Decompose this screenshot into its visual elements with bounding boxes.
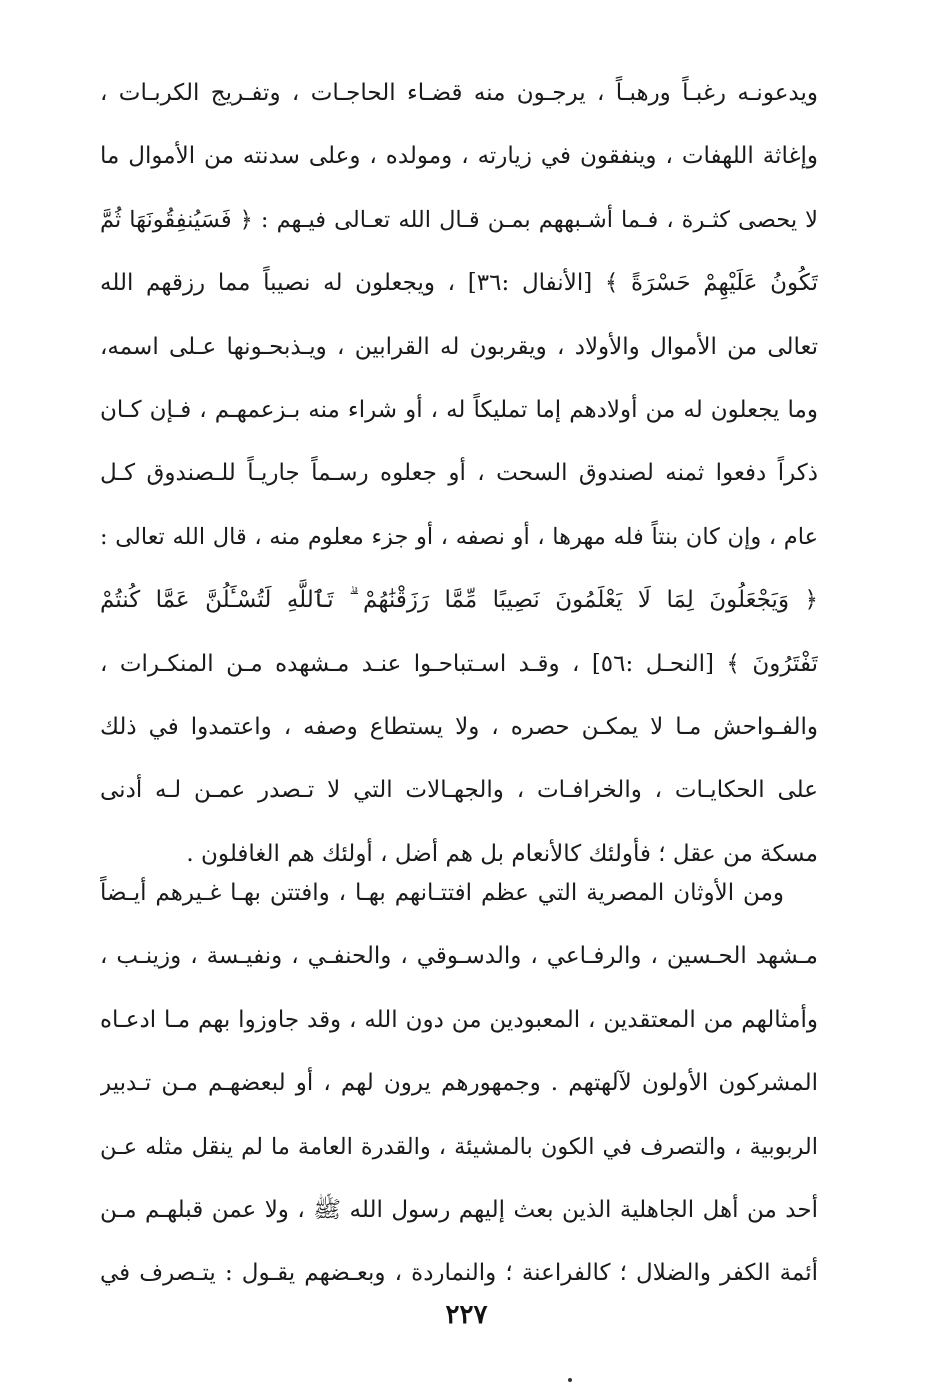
text-line: ويدعونـه رغبـاً ورهبـاً ، يرجـون منه قضـاء الحاجـات ، وتفـريج الكربـات ، [100,80,818,106]
text-line: مـشهد الحـسين ، والرفـاعي ، والدسـوقي ، والحنفـي ، ونفيـسة ، وزينـب ، [100,943,818,970]
text-line: المشركون الأولون لآلهتهم . وجمهورهم يرون لهم ، أو لبعضهـم مـن تـدبير [100,1070,818,1097]
text-line: وإغاثة اللهفات ، وينفقون في زيارته ، ومولده ، وعلى سدنته من الأموال ما [100,143,818,170]
text-line: ذكراً دفعوا ثمنه لصندوق السحت ، أو جعلوه رسـماً جاريـاً للـصندوق كـل [100,460,818,487]
text-line: تعالى من الأموال والأولاد ، ويقربون له القرابين ، ويـذبحـونها عـلى اسمه، [100,333,818,360]
text-line: الربوبية ، والتصرف في الكون بالمشيئة ، والقدرة العامة ما لم ينقل مثله عـن [100,1133,818,1160]
text-line: وما يجعلون له من أولادهم إما تمليكاً له ، أو شراء منه بـزعمهـم ، فـإن كـان [100,396,818,423]
quran-verse-line: ﴿ وَيَجْعَلُونَ لِمَا لَا يَعْلَمُونَ نَصِيبًا مِّمَّا رَزَقْنَٰهُمْ ۗ تَٱللَّهِ لَتُسْـَٔلُنَّ عَمَّا كُنتُمْ [100,587,818,614]
paragraph-2 [100,862,818,1306]
text-line: على الحكايـات ، والخرافـات ، والجهـالات التي لا تـصدر عمـن لـه أدنى [100,777,818,804]
text-line: أحد من أهل الجاهلية الذين بعث إليهم رسول الله ﷺ ، ولا عمن قبلهـم مـن [100,1196,818,1223]
text-line: تَفْتَرُونَ ﴾ [النحـل :٥٦] ، وقـد اسـتباحـوا عنـد مـشهده مـن المنكـرات ، [100,650,818,677]
scan-dot [568,1378,572,1382]
text-line: تَكُونُ عَلَيْهِمْ حَسْرَةً ﴾ [الأنفال :٣٦] ، ويجعلون له نصيباً مما رزقهم الله [100,270,818,297]
text-line: ومن الأوثان المصرية التي عظم افتتـانهم بهـا ، وافتتن بهـا غـيرهم أيـضاً [100,880,784,906]
text-line: أئمة الكفر والضلال ؛ كالفراعنة ؛ والنماردة ، وبعـضهم يقـول : يتـصرف في [100,1260,818,1287]
text-line: والفـواحش مـا لا يمكـن حصره ، ولا يستطاع وصفه ، واعتمدوا في ذلك [100,713,818,740]
paragraph-1 [100,62,818,886]
page-number: ٢٢٧ [445,1300,488,1330]
text-line: عام ، وإن كان بنتاً فله مهرها ، أو نصفه ، أو جزء معلوم منه ، قال الله تعالى : [100,523,818,550]
text-line: لا يحصى كثـرة ، فـما أشـبههم بمـن قـال الله تعـالى فيـهم : ﴿ فَسَيُنفِقُونَهَا ثُمَّ [100,206,818,233]
text-line: مسكة من عقل ؛ فأولئك كالأنعام بل هم أضل ، أولئك هم الغافلون . [186,840,818,867]
text-line: وأمثالهم من المعتقدين ، المعبودين من دون الله ، وقد جاوزوا بهم مـا ادعـاه [100,1006,818,1033]
